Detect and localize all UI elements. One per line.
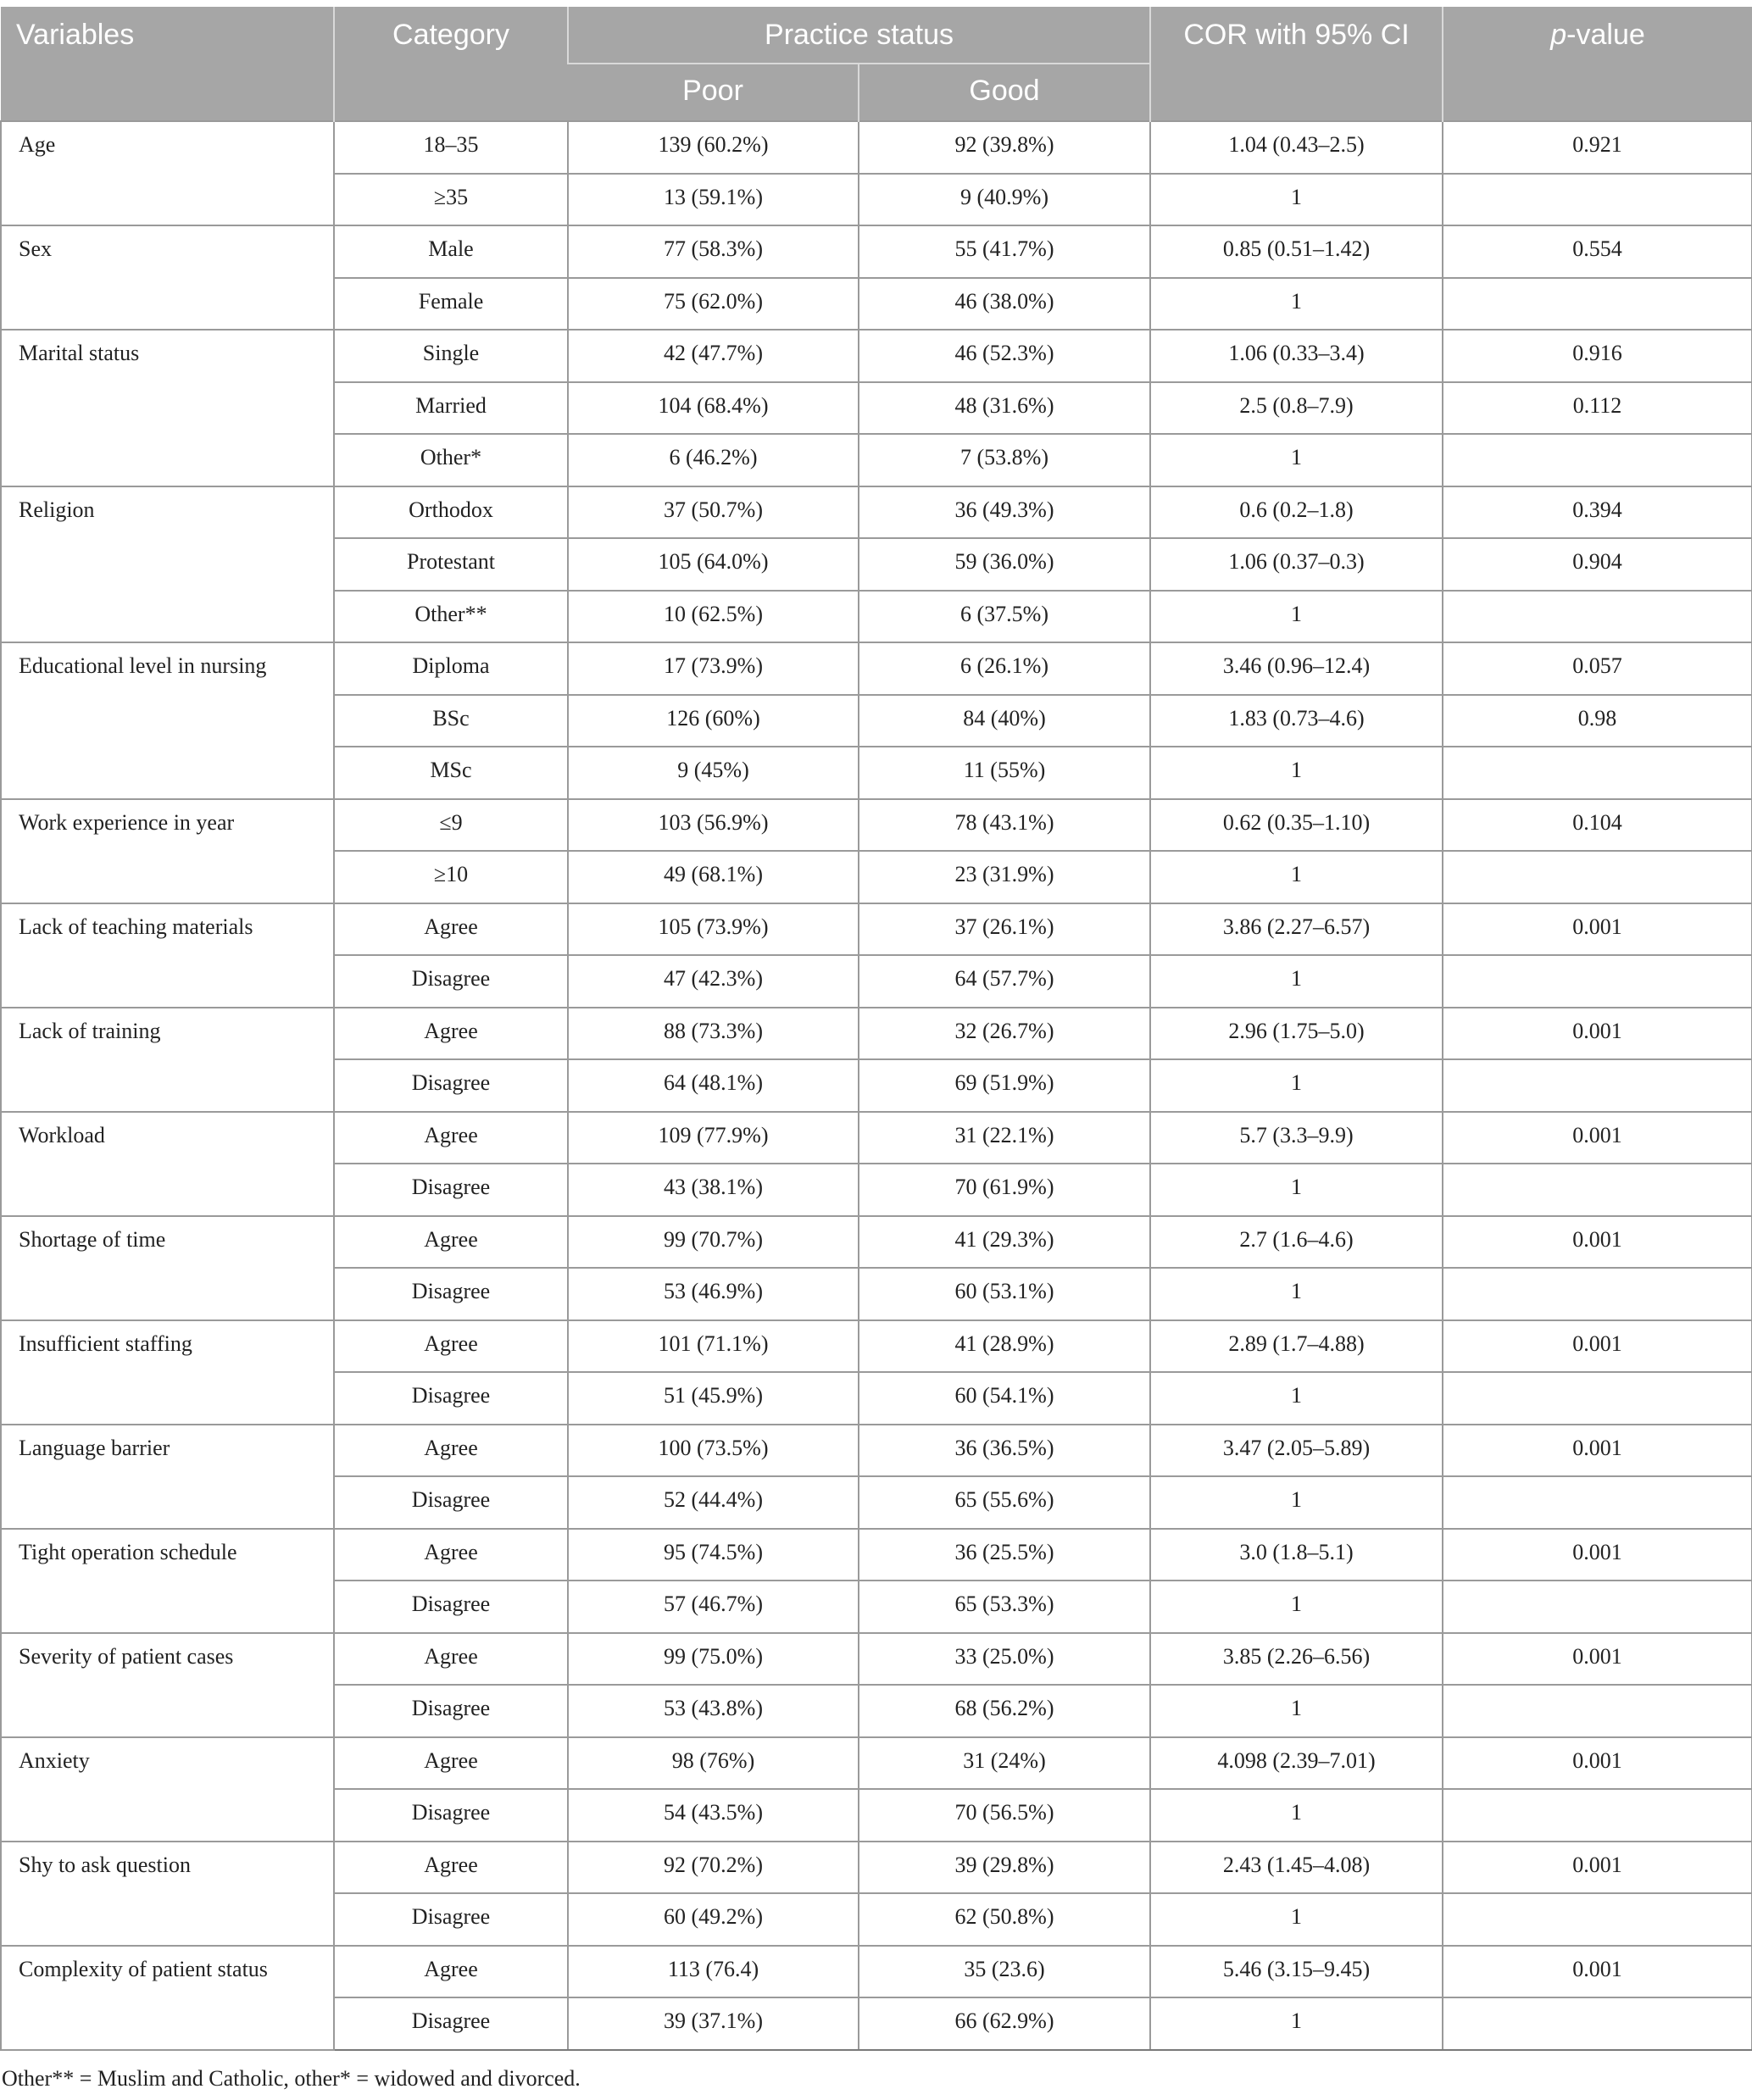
- cell-category: Male: [334, 225, 568, 278]
- header-p-rest: -value: [1566, 19, 1645, 51]
- cell-variable: Lack of training: [1, 1008, 334, 1112]
- cell-variable: Work experience in year: [1, 799, 334, 903]
- cell-good: 36 (36.5%): [859, 1425, 1150, 1477]
- cell-category: Protestant: [334, 538, 568, 591]
- cell-good: 65 (53.3%): [859, 1581, 1150, 1633]
- cell-variable: Sex: [1, 225, 334, 330]
- cell-category: Agree: [334, 903, 568, 956]
- cell-variable: Marital status: [1, 330, 334, 486]
- cell-p-value: [1443, 1372, 1752, 1425]
- cell-category: Agree: [334, 1216, 568, 1269]
- cell-good: 55 (41.7%): [859, 225, 1150, 278]
- cell-poor: 98 (76%): [568, 1737, 859, 1790]
- cell-p-value: 0.921: [1443, 121, 1752, 174]
- cell-cor: 1: [1150, 1685, 1443, 1737]
- cell-good: 32 (26.7%): [859, 1008, 1150, 1060]
- cell-p-value: [1443, 747, 1752, 799]
- cell-poor: 95 (74.5%): [568, 1529, 859, 1581]
- cell-p-value: 0.104: [1443, 799, 1752, 852]
- cell-category: BSc: [334, 695, 568, 747]
- header-category: Category: [334, 7, 568, 121]
- cell-variable: Educational level in nursing: [1, 642, 334, 799]
- cell-category: Disagree: [334, 1268, 568, 1320]
- cell-poor: 6 (46.2%): [568, 434, 859, 486]
- cell-good: 11 (55%): [859, 747, 1150, 799]
- cell-category: Agree: [334, 1112, 568, 1164]
- cell-poor: 47 (42.3%): [568, 955, 859, 1008]
- cell-p-value: 0.001: [1443, 1737, 1752, 1790]
- cell-good: 60 (54.1%): [859, 1372, 1150, 1425]
- cell-poor: 113 (76.4): [568, 1946, 859, 1998]
- cell-category: Disagree: [334, 1893, 568, 1946]
- cell-cor: 1: [1150, 1893, 1443, 1946]
- cell-cor: 1: [1150, 1164, 1443, 1216]
- header-p-italic: p: [1550, 19, 1567, 51]
- cell-cor: 1: [1150, 1997, 1443, 2050]
- data-table: [0, 7, 1752, 2051]
- cell-category: ≥10: [334, 851, 568, 903]
- cell-good: 46 (38.0%): [859, 278, 1150, 331]
- cell-variable: Insufficient staffing: [1, 1320, 334, 1425]
- cell-p-value: 0.001: [1443, 1320, 1752, 1373]
- cell-poor: 139 (60.2%): [568, 121, 859, 174]
- cell-good: 9 (40.9%): [859, 174, 1150, 226]
- table-body: [1, 121, 1752, 2050]
- cell-poor: 103 (56.9%): [568, 799, 859, 852]
- table-row: [1, 1737, 1752, 1790]
- cell-p-value: 0.001: [1443, 1216, 1752, 1269]
- cell-good: 31 (22.1%): [859, 1112, 1150, 1164]
- cell-poor: 52 (44.4%): [568, 1476, 859, 1529]
- cell-variable: Religion: [1, 486, 334, 643]
- cell-poor: 49 (68.1%): [568, 851, 859, 903]
- cell-category: Agree: [334, 1842, 568, 1894]
- cell-category: MSc: [334, 747, 568, 799]
- cell-poor: 105 (64.0%): [568, 538, 859, 591]
- cell-poor: 9 (45%): [568, 747, 859, 799]
- cell-poor: 100 (73.5%): [568, 1425, 859, 1477]
- cell-cor: 3.47 (2.05–5.89): [1150, 1425, 1443, 1477]
- cell-poor: 13 (59.1%): [568, 174, 859, 226]
- cell-cor: 1: [1150, 174, 1443, 226]
- cell-category: Agree: [334, 1008, 568, 1060]
- cell-good: 59 (36.0%): [859, 538, 1150, 591]
- cell-poor: 104 (68.4%): [568, 382, 859, 435]
- cell-good: 6 (26.1%): [859, 642, 1150, 695]
- table-header: [1, 7, 1752, 121]
- cell-p-value: [1443, 1164, 1752, 1216]
- cell-poor: 51 (45.9%): [568, 1372, 859, 1425]
- cell-variable: Age: [1, 121, 334, 225]
- cell-p-value: [1443, 1059, 1752, 1112]
- header-p-value: [1443, 7, 1752, 121]
- cell-p-value: 0.98: [1443, 695, 1752, 747]
- cell-cor: 4.098 (2.39–7.01): [1150, 1737, 1443, 1790]
- cell-good: 23 (31.9%): [859, 851, 1150, 903]
- cell-variable: Shortage of time: [1, 1216, 334, 1320]
- cell-cor: 1: [1150, 1581, 1443, 1633]
- cell-p-value: [1443, 591, 1752, 643]
- cell-poor: 60 (49.2%): [568, 1893, 859, 1946]
- cell-p-value: 0.001: [1443, 1008, 1752, 1060]
- cell-cor: 2.96 (1.75–5.0): [1150, 1008, 1443, 1060]
- table-container: [0, 7, 1752, 2051]
- cell-variable: Tight operation schedule: [1, 1529, 334, 1633]
- cell-p-value: 0.394: [1443, 486, 1752, 539]
- cell-poor: 39 (37.1%): [568, 1997, 859, 2050]
- cell-poor: 57 (46.7%): [568, 1581, 859, 1633]
- cell-good: 41 (28.9%): [859, 1320, 1150, 1373]
- table-row: [1, 1633, 1752, 1686]
- cell-category: Disagree: [334, 955, 568, 1008]
- cell-poor: 105 (73.9%): [568, 903, 859, 956]
- cell-category: Disagree: [334, 1372, 568, 1425]
- header-good: Good: [859, 64, 1150, 121]
- cell-cor: 2.5 (0.8–7.9): [1150, 382, 1443, 435]
- cell-category: Disagree: [334, 1685, 568, 1737]
- cell-p-value: 0.554: [1443, 225, 1752, 278]
- cell-cor: 1.06 (0.37–0.3): [1150, 538, 1443, 591]
- cell-cor: 1: [1150, 1789, 1443, 1842]
- cell-poor: 126 (60%): [568, 695, 859, 747]
- cell-cor: 1.06 (0.33–3.4): [1150, 330, 1443, 382]
- cell-good: 92 (39.8%): [859, 121, 1150, 174]
- cell-good: 46 (52.3%): [859, 330, 1150, 382]
- cell-p-value: 0.057: [1443, 642, 1752, 695]
- cell-good: 78 (43.1%): [859, 799, 1150, 852]
- header-practice-status: Practice status: [568, 7, 1150, 64]
- cell-p-value: 0.916: [1443, 330, 1752, 382]
- cell-category: Agree: [334, 1737, 568, 1790]
- cell-cor: 0.85 (0.51–1.42): [1150, 225, 1443, 278]
- cell-good: 70 (61.9%): [859, 1164, 1150, 1216]
- cell-variable: Anxiety: [1, 1737, 334, 1842]
- cell-poor: 54 (43.5%): [568, 1789, 859, 1842]
- cell-good: 39 (29.8%): [859, 1842, 1150, 1894]
- cell-category: Agree: [334, 1633, 568, 1686]
- cell-good: 65 (55.6%): [859, 1476, 1150, 1529]
- cell-poor: 42 (47.7%): [568, 330, 859, 382]
- cell-p-value: [1443, 1268, 1752, 1320]
- table-row: [1, 1946, 1752, 1998]
- cell-cor: 0.6 (0.2–1.8): [1150, 486, 1443, 539]
- table-footnote: Other** = Muslim and Catholic, other* = widowed and divorced.: [2, 2066, 581, 2091]
- cell-category: Married: [334, 382, 568, 435]
- cell-cor: 1: [1150, 955, 1443, 1008]
- table-row: [1, 1112, 1752, 1164]
- cell-poor: 77 (58.3%): [568, 225, 859, 278]
- cell-poor: 53 (43.8%): [568, 1685, 859, 1737]
- cell-category: Agree: [334, 1946, 568, 1998]
- cell-poor: 17 (73.9%): [568, 642, 859, 695]
- table-row: [1, 1425, 1752, 1477]
- cell-cor: 2.89 (1.7–4.88): [1150, 1320, 1443, 1373]
- cell-p-value: 0.001: [1443, 1946, 1752, 1998]
- cell-cor: 1: [1150, 851, 1443, 903]
- cell-good: 66 (62.9%): [859, 1997, 1150, 2050]
- cell-cor: 5.46 (3.15–9.45): [1150, 1946, 1443, 1998]
- cell-cor: 1: [1150, 1268, 1443, 1320]
- cell-good: 41 (29.3%): [859, 1216, 1150, 1269]
- cell-p-value: [1443, 434, 1752, 486]
- cell-good: 84 (40%): [859, 695, 1150, 747]
- cell-p-value: [1443, 955, 1752, 1008]
- cell-good: 36 (25.5%): [859, 1529, 1150, 1581]
- cell-cor: 1: [1150, 1476, 1443, 1529]
- cell-cor: 2.7 (1.6–4.6): [1150, 1216, 1443, 1269]
- cell-category: Disagree: [334, 1059, 568, 1112]
- cell-category: ≤9: [334, 799, 568, 852]
- cell-good: 60 (53.1%): [859, 1268, 1150, 1320]
- cell-cor: 2.43 (1.45–4.08): [1150, 1842, 1443, 1894]
- cell-category: 18–35: [334, 121, 568, 174]
- cell-good: 6 (37.5%): [859, 591, 1150, 643]
- cell-good: 69 (51.9%): [859, 1059, 1150, 1112]
- table-row: [1, 1842, 1752, 1894]
- cell-good: 48 (31.6%): [859, 382, 1150, 435]
- cell-poor: 53 (46.9%): [568, 1268, 859, 1320]
- cell-poor: 101 (71.1%): [568, 1320, 859, 1373]
- table-row: [1, 1216, 1752, 1269]
- header-variables: Variables: [1, 7, 334, 121]
- cell-category: Other*: [334, 434, 568, 486]
- cell-p-value: 0.001: [1443, 1425, 1752, 1477]
- cell-p-value: [1443, 851, 1752, 903]
- cell-p-value: 0.001: [1443, 1112, 1752, 1164]
- cell-poor: 10 (62.5%): [568, 591, 859, 643]
- table-row: [1, 799, 1752, 852]
- cell-category: Other**: [334, 591, 568, 643]
- cell-good: 35 (23.6): [859, 1946, 1150, 1998]
- cell-category: Disagree: [334, 1789, 568, 1842]
- cell-category: Single: [334, 330, 568, 382]
- cell-good: 70 (56.5%): [859, 1789, 1150, 1842]
- cell-cor: 1: [1150, 591, 1443, 643]
- cell-cor: 3.85 (2.26–6.56): [1150, 1633, 1443, 1686]
- cell-p-value: 0.904: [1443, 538, 1752, 591]
- cell-poor: 43 (38.1%): [568, 1164, 859, 1216]
- cell-good: 36 (49.3%): [859, 486, 1150, 539]
- cell-cor: 1.83 (0.73–4.6): [1150, 695, 1443, 747]
- table-row: [1, 642, 1752, 695]
- cell-category: Disagree: [334, 1997, 568, 2050]
- cell-good: 64 (57.7%): [859, 955, 1150, 1008]
- cell-good: 62 (50.8%): [859, 1893, 1150, 1946]
- cell-p-value: 0.001: [1443, 903, 1752, 956]
- cell-p-value: 0.001: [1443, 1842, 1752, 1894]
- cell-poor: 99 (70.7%): [568, 1216, 859, 1269]
- cell-good: 37 (26.1%): [859, 903, 1150, 956]
- cell-category: Orthodox: [334, 486, 568, 539]
- cell-p-value: [1443, 1685, 1752, 1737]
- header-poor: Poor: [568, 64, 859, 121]
- cell-cor: 1: [1150, 1372, 1443, 1425]
- cell-good: 68 (56.2%): [859, 1685, 1150, 1737]
- cell-p-value: [1443, 1476, 1752, 1529]
- cell-variable: Lack of teaching materials: [1, 903, 334, 1008]
- cell-cor: 1: [1150, 1059, 1443, 1112]
- table-row: [1, 330, 1752, 382]
- cell-cor: 3.46 (0.96–12.4): [1150, 642, 1443, 695]
- cell-p-value: [1443, 1581, 1752, 1633]
- cell-cor: 1.04 (0.43–2.5): [1150, 121, 1443, 174]
- table-row: [1, 1008, 1752, 1060]
- cell-cor: 0.62 (0.35–1.10): [1150, 799, 1443, 852]
- cell-p-value: [1443, 174, 1752, 226]
- cell-p-value: 0.112: [1443, 382, 1752, 435]
- cell-variable: Shy to ask question: [1, 1842, 334, 1946]
- cell-good: 31 (24%): [859, 1737, 1150, 1790]
- table-row: [1, 903, 1752, 956]
- cell-good: 33 (25.0%): [859, 1633, 1150, 1686]
- cell-poor: 75 (62.0%): [568, 278, 859, 331]
- cell-p-value: [1443, 1789, 1752, 1842]
- table-row: [1, 121, 1752, 174]
- cell-p-value: 0.001: [1443, 1633, 1752, 1686]
- cell-cor: 3.86 (2.27–6.57): [1150, 903, 1443, 956]
- cell-category: Diploma: [334, 642, 568, 695]
- cell-cor: 1: [1150, 434, 1443, 486]
- cell-cor: 1: [1150, 747, 1443, 799]
- cell-p-value: [1443, 1893, 1752, 1946]
- cell-cor: 1: [1150, 278, 1443, 331]
- cell-category: Female: [334, 278, 568, 331]
- cell-cor: 5.7 (3.3–9.9): [1150, 1112, 1443, 1164]
- cell-category: Agree: [334, 1529, 568, 1581]
- cell-category: ≥35: [334, 174, 568, 226]
- cell-variable: Severity of patient cases: [1, 1633, 334, 1737]
- cell-p-value: [1443, 278, 1752, 331]
- cell-category: Disagree: [334, 1476, 568, 1529]
- cell-variable: Complexity of patient status: [1, 1946, 334, 2050]
- cell-poor: 37 (50.7%): [568, 486, 859, 539]
- cell-poor: 99 (75.0%): [568, 1633, 859, 1686]
- cell-p-value: [1443, 1997, 1752, 2050]
- cell-poor: 92 (70.2%): [568, 1842, 859, 1894]
- cell-variable: Workload: [1, 1112, 334, 1216]
- cell-category: Agree: [334, 1320, 568, 1373]
- table-row: [1, 1529, 1752, 1581]
- cell-category: Agree: [334, 1425, 568, 1477]
- cell-good: 7 (53.8%): [859, 434, 1150, 486]
- cell-category: Disagree: [334, 1581, 568, 1633]
- cell-category: Disagree: [334, 1164, 568, 1216]
- table-row: [1, 225, 1752, 278]
- cell-variable: Language barrier: [1, 1425, 334, 1529]
- cell-cor: 3.0 (1.8–5.1): [1150, 1529, 1443, 1581]
- cell-poor: 109 (77.9%): [568, 1112, 859, 1164]
- cell-poor: 88 (73.3%): [568, 1008, 859, 1060]
- cell-p-value: 0.001: [1443, 1529, 1752, 1581]
- header-cor: COR with 95% CI: [1150, 7, 1443, 121]
- table-row: [1, 1320, 1752, 1373]
- cell-poor: 64 (48.1%): [568, 1059, 859, 1112]
- table-row: [1, 486, 1752, 539]
